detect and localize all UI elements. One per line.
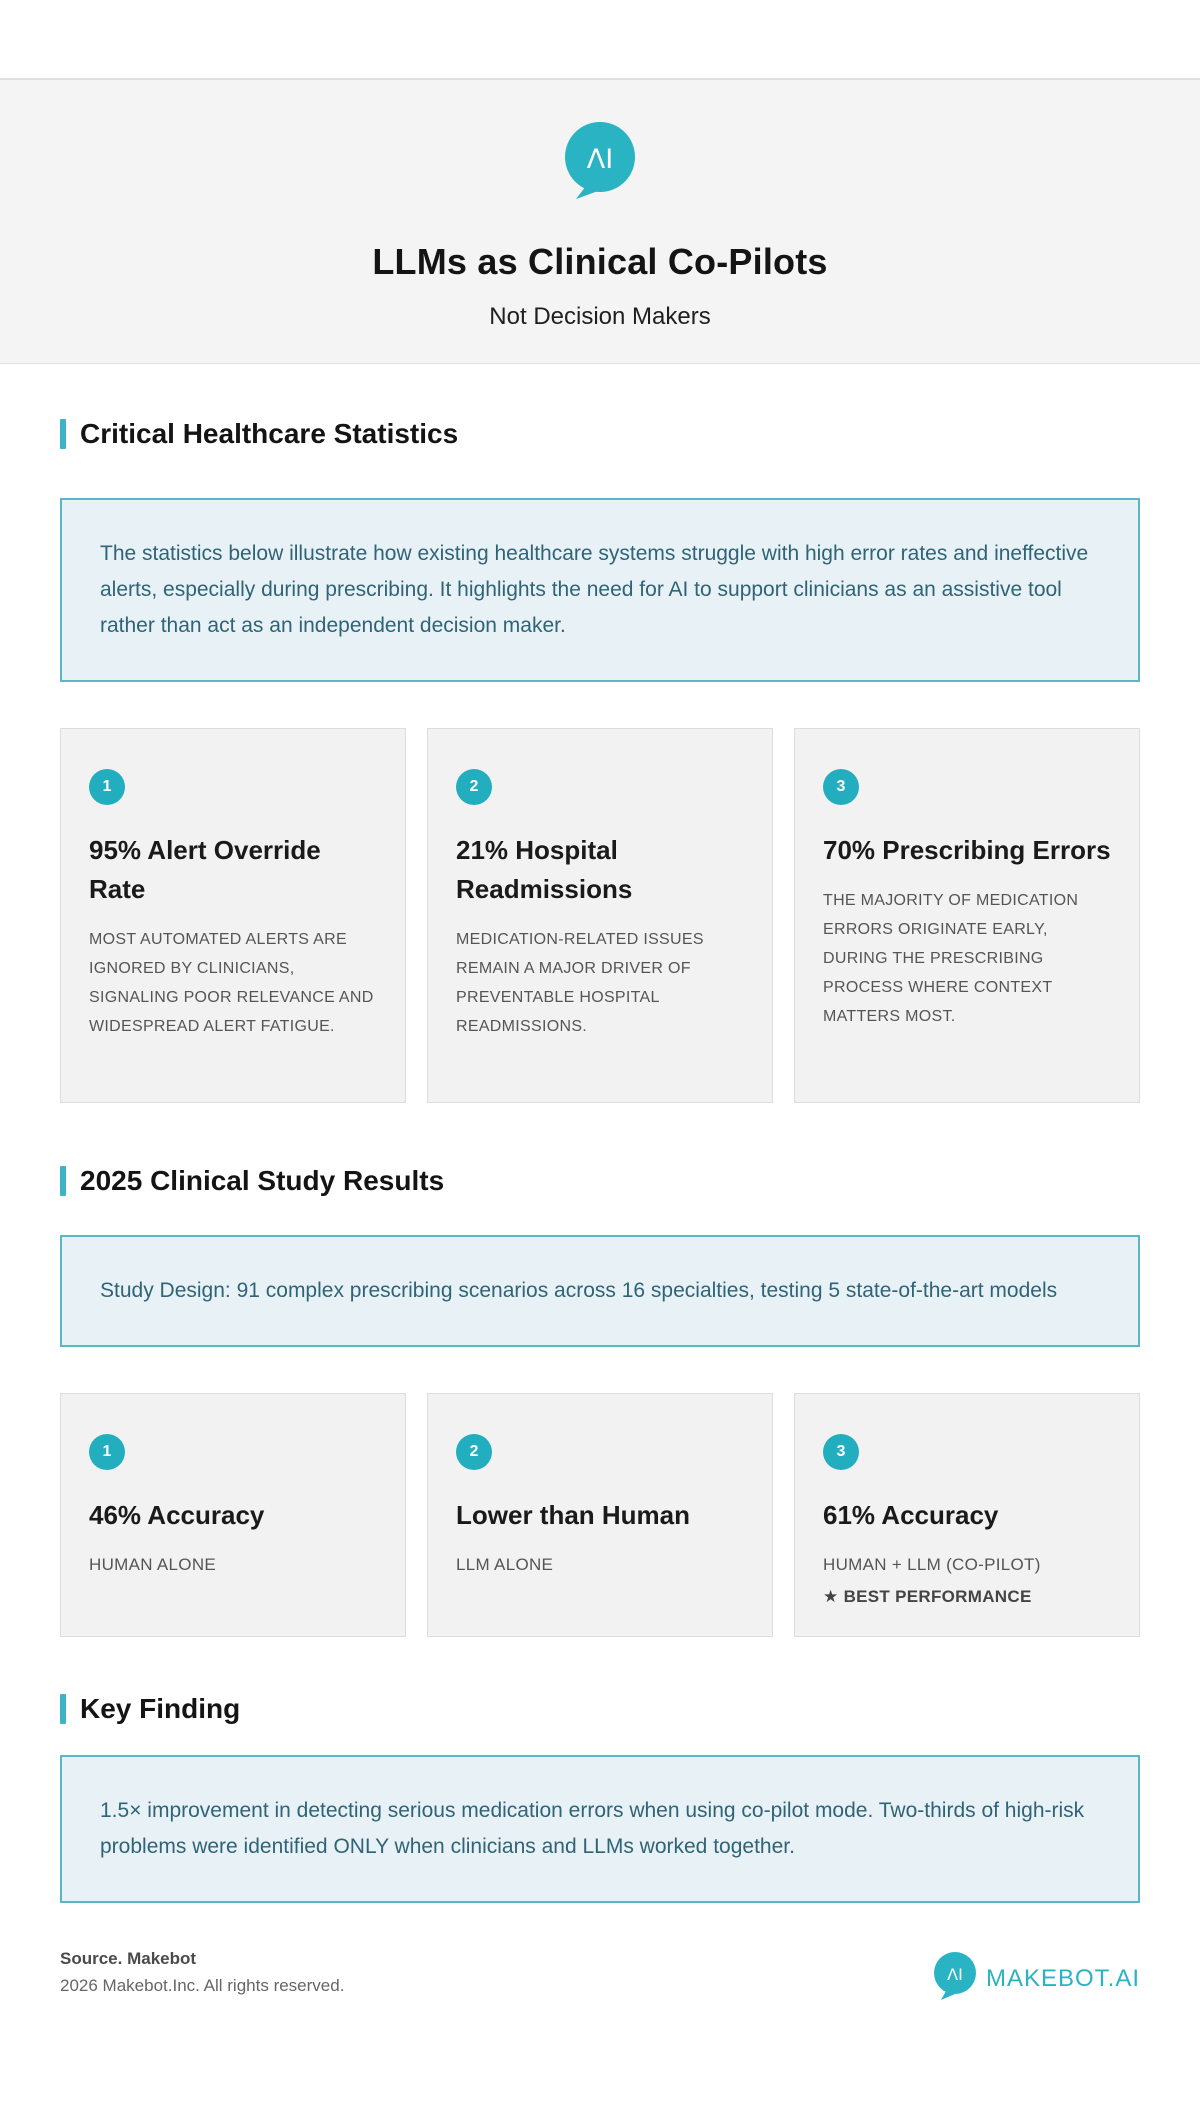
makebot-bubble-icon: [932, 1951, 978, 2006]
makebot-logo-text: MAKEBOT.AI: [985, 1964, 1140, 1992]
statistics-card-row: [60, 728, 1140, 1103]
stat-card-description: MOST AUTOMATED ALERTS ARE IGNORED BY CLINICIANS, SIGNALING POOR RELEVANCE AND WIDESPREAD ALERT FATIGUE.: [89, 931, 374, 1035]
main-content: [0, 418, 1200, 1903]
card-number-badge: 3: [823, 1434, 859, 1470]
result-card-title: Lower than Human: [456, 1500, 691, 1530]
heading-accent-bar: [60, 1166, 66, 1196]
stat-card-alert-override: [60, 728, 406, 1103]
stat-card-description: THE MAJORITY OF MEDICATION ERRORS ORIGINATE EARLY, DURING THE PRESCRIBING PROCESS WHERE CONTEXT MATTERS MOST.: [823, 892, 1079, 1025]
stat-card-readmissions: [427, 728, 773, 1103]
page-title: LLMs as Clinical Co-Pilots: [372, 241, 828, 282]
key-finding-text: 1.5× improvement in detecting serious medication errors when using co-pilot mode. Two-thirds of high-risk problems were identified ONLY when clinicians and LLMs worked together.: [100, 1799, 1085, 1858]
heading-accent-bar: [60, 419, 66, 449]
result-card-label: HUMAN + LLM (CO-PILOT): [823, 1555, 1041, 1574]
result-card-human-alone: [60, 1393, 406, 1637]
footer-copyright: 2026 Makebot.Inc. All rights reserved.: [60, 1976, 345, 1995]
header: [0, 78, 1200, 364]
study-results-card-row: [60, 1393, 1140, 1637]
section-heading-label: Key Finding: [80, 1693, 241, 1724]
card-number-badge: 1: [89, 769, 125, 805]
result-card-llm-alone: [427, 1393, 773, 1637]
stat-card-title: 21% Hospital Readmissions: [456, 835, 633, 904]
section-heading-key-finding: [60, 1693, 1140, 1725]
footer-source-block: [60, 1949, 344, 1996]
footer-source: Source. Makebot: [60, 1949, 197, 1968]
ai-logo-glyph: ΛI: [586, 144, 614, 175]
statistics-intro-text: The statistics below illustrate how existing healthcare systems struggle with high error rates and ineffective alerts, especially during prescribing. It highlights the need for AI to support clinicians as an assistive tool rather than act as an independent decision maker.: [100, 542, 1089, 637]
section-heading-critical-statistics: [60, 418, 1140, 450]
best-performance-badge: ★ BEST PERFORMANCE: [823, 1587, 1032, 1606]
ai-speech-bubble-logo-icon: [562, 120, 638, 205]
result-card-copilot: [794, 1393, 1140, 1637]
card-number-badge: 2: [456, 769, 492, 805]
heading-accent-bar: [60, 1694, 66, 1724]
section-heading-study-results: [60, 1165, 1140, 1197]
card-number-badge: 1: [89, 1434, 125, 1470]
result-card-title: 46% Accuracy: [89, 1500, 265, 1530]
section-heading-label: 2025 Clinical Study Results: [80, 1165, 445, 1196]
top-whitespace: [0, 0, 1200, 78]
result-card-label: HUMAN ALONE: [89, 1555, 217, 1574]
stat-card-prescribing-errors: [794, 728, 1140, 1103]
result-card-title: 61% Accuracy: [823, 1500, 999, 1530]
makebot-logo: [932, 1951, 1140, 2006]
bottom-whitespace: [0, 2006, 1200, 2082]
study-design-text: Study Design: 91 complex prescribing scenarios across 16 specialties, testing 5 state-of-the-art models: [100, 1279, 1058, 1302]
statistics-intro-box: [60, 498, 1140, 682]
card-number-badge: 2: [456, 1434, 492, 1470]
stat-card-title: 95% Alert Override Rate: [89, 835, 321, 904]
page-subtitle: Not Decision Makers: [489, 303, 711, 330]
stat-card-description: MEDICATION-RELATED ISSUES REMAIN A MAJOR DRIVER OF PREVENTABLE HOSPITAL READMISSIONS.: [456, 931, 704, 1035]
stat-card-title: 70% Prescribing Errors: [823, 835, 1111, 865]
key-finding-box: [60, 1755, 1140, 1903]
result-card-label: LLM ALONE: [456, 1555, 554, 1574]
study-design-box: [60, 1235, 1140, 1347]
makebot-bubble-glyph: ΛI: [947, 1965, 963, 1984]
footer: [0, 1949, 1200, 2006]
card-number-badge: 3: [823, 769, 859, 805]
section-heading-label: Critical Healthcare Statistics: [80, 418, 459, 449]
